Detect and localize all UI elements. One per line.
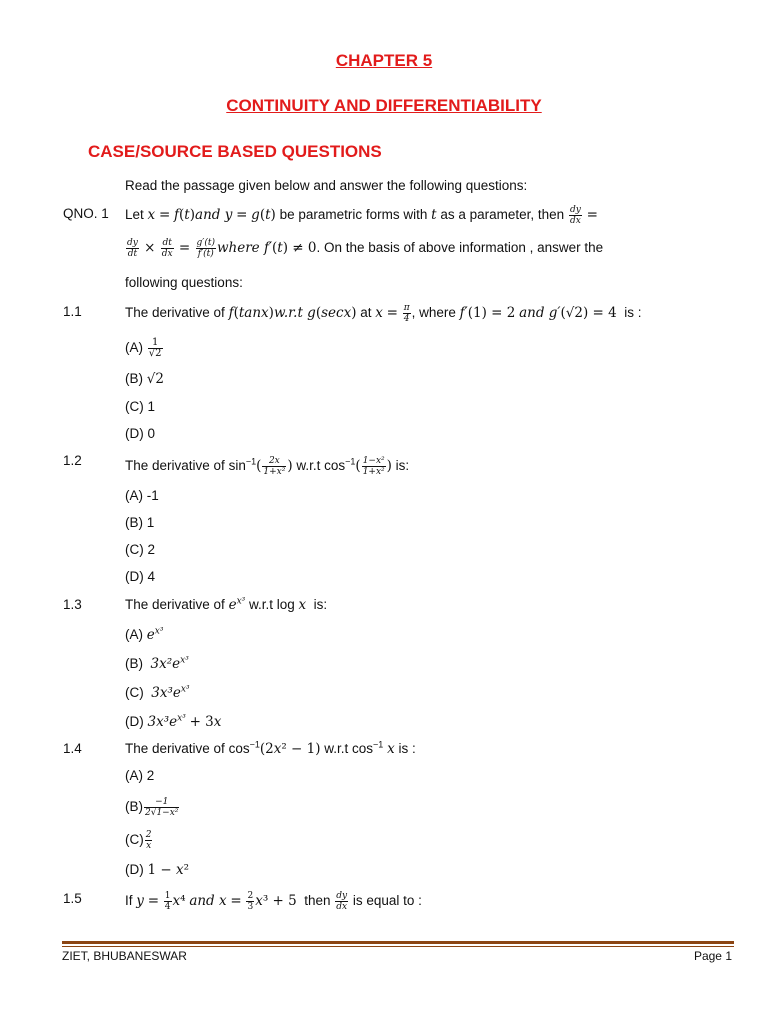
option: (D) 0 — [125, 426, 155, 441]
page-number: Page 1 — [693, 949, 732, 963]
question-number: 1.1 — [63, 304, 82, 319]
option: (D) $3x^3e^{x^3} + 3x$ — [125, 713, 222, 730]
question-number: 1.5 — [63, 891, 82, 906]
option: (B) $\frac{-1}{\text{2√1−x²}}$ — [125, 797, 179, 818]
passage-p2: as a parameter, then — [440, 207, 565, 223]
option: (C) $3x^3e^{x^3}$ — [125, 684, 190, 701]
passage-line-2: $\frac{dy}{dt}$ × $\frac{dt}{dx}$ = $\frac{g'(t)}{f'(t)}$ where f′(t) ≠ 0. On the basis of above information , answer the — [127, 238, 604, 259]
question-text: The derivative of $e^{x^3}$ w.r.t log x is: — [125, 596, 328, 613]
option: (C) 1 — [125, 399, 155, 414]
intro-text: Read the passage given below and answer the following questions: — [125, 178, 528, 193]
chapter-heading: CHAPTER 5 — [335, 51, 433, 70]
option: (A) $e^{x^3}$ — [125, 626, 164, 643]
option: (B) √2 — [125, 371, 164, 387]
question-number: 1.2 — [63, 453, 82, 468]
question-number: 1.4 — [63, 741, 82, 756]
question-text: If y = $\frac{1}{4}$ x⁴ and x = $\frac{2}{3}$ x³ + 5 then $\frac{dy}{dx}$ is equal to : — [125, 891, 422, 912]
option: (A) $\frac{1}{√2}$ — [125, 337, 162, 359]
option: (B) 1 — [125, 515, 155, 530]
question-text: The derivative of $\sin^{-1}$( $\frac{2x}{\text{1+x²}}$ ) w.r.t $\cos^{-1}$( $\frac{\text{1−x²}}{\text{1+x²}}$ ) is: — [125, 456, 410, 477]
chapter-title: CONTINUITY AND DIFFERENTIABILITY — [226, 96, 542, 115]
option: (C) $\frac{2}{x}$ — [125, 830, 152, 851]
question-number: 1.3 — [63, 597, 82, 612]
question-text: The derivative of $\cos^{-1}(2x^2 - 1)$ w.r.t $\cos^{-1} x$ is : — [125, 739, 416, 757]
footer-institution: ZIET, BHUBANESWAR — [62, 949, 187, 963]
passage-p3: . On the basis of above information , answer the — [316, 240, 604, 256]
option: (D) 1 − x² — [125, 862, 190, 878]
passage-line-1: Let x = f(t)and y = g(t) be parametric forms with t as a parameter, then $\frac{dy}{dx}$ = — [125, 205, 598, 226]
option: (B) $3x^2e^{x^3}$ — [125, 655, 189, 672]
footer-divider — [62, 941, 734, 944]
option: (C) 2 — [125, 542, 155, 557]
passage-line-3: following questions: — [125, 275, 243, 290]
qno-label: QNO. 1 — [63, 206, 109, 221]
footer-divider-thin — [62, 946, 734, 947]
option: (D) 4 — [125, 569, 155, 584]
option: (A) -1 — [125, 488, 159, 503]
passage-p1: be parametric forms with — [279, 207, 428, 223]
passage-let: Let — [125, 207, 144, 223]
option: (A) 2 — [125, 768, 155, 783]
section-heading: CASE/SOURCE BASED QUESTIONS — [88, 142, 382, 161]
question-text: The derivative of f(tanx)w.r.t g(secx) at x = $\frac{\pi}{4}$ , where f′(1) = 2 and g′(√2) = 4 is : — [125, 303, 642, 324]
